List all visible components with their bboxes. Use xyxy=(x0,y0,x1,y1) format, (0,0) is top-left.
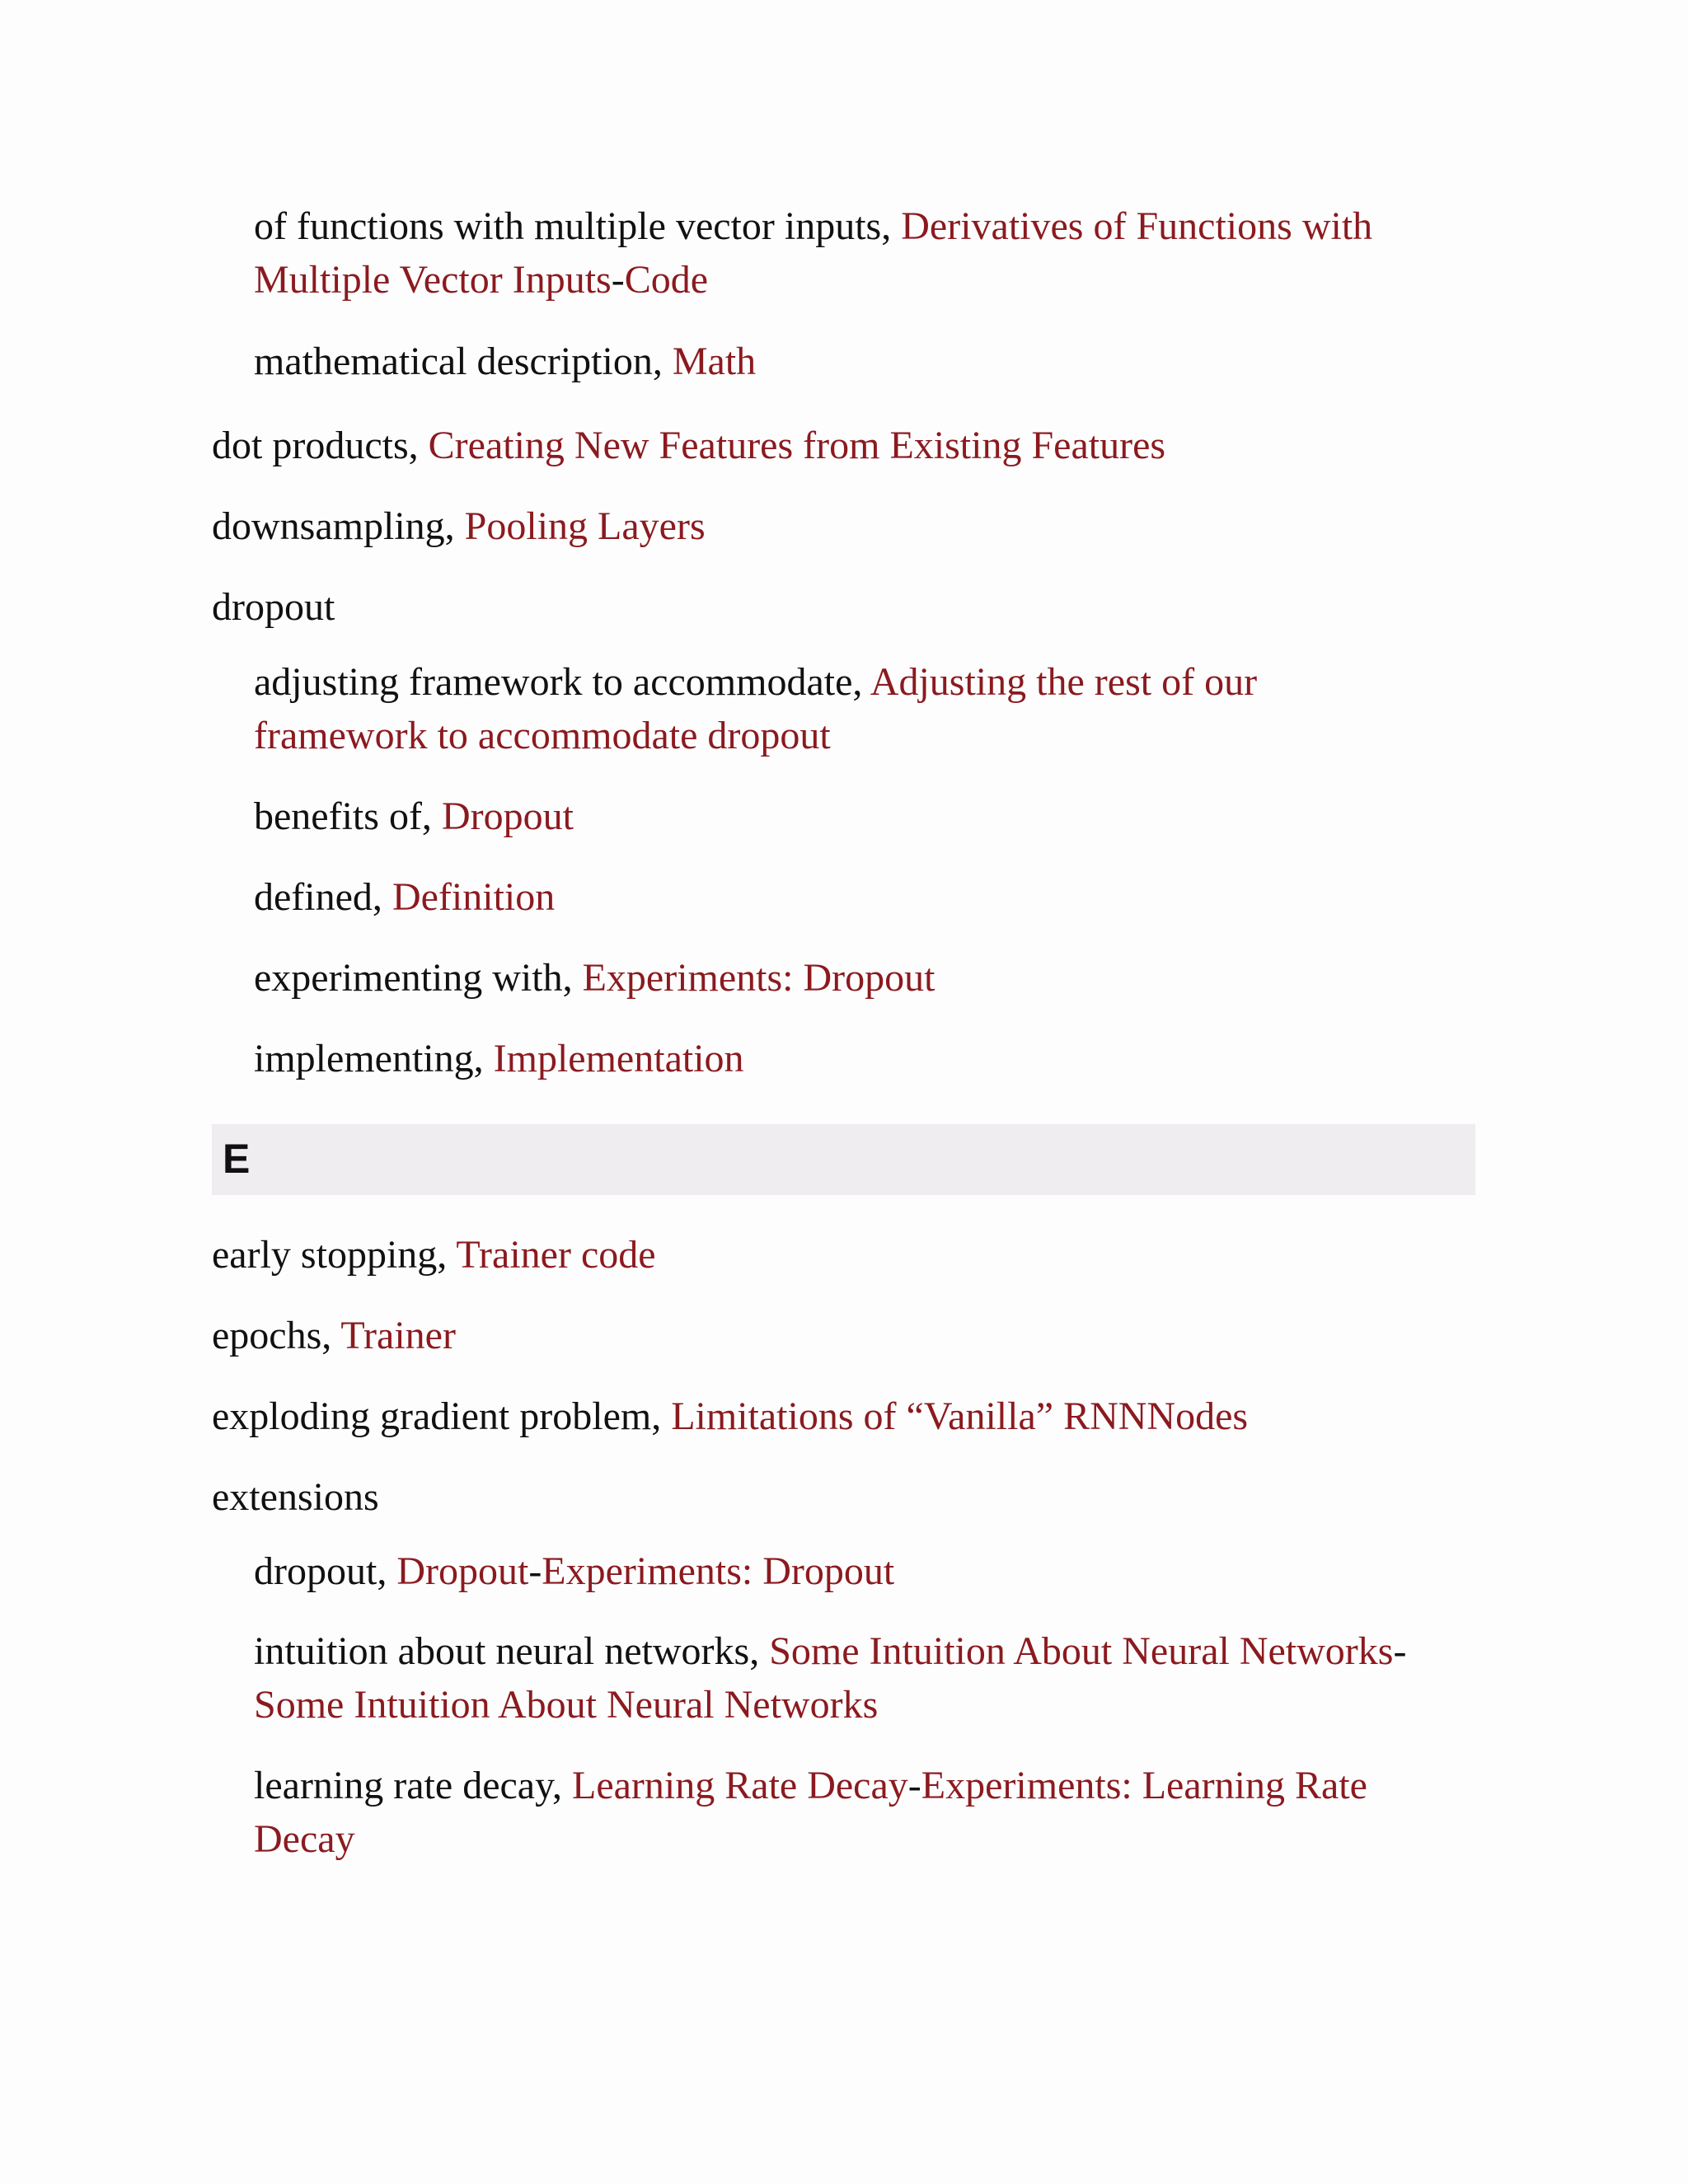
index-subentry xyxy=(254,1624,1406,1678)
index-subentry xyxy=(254,199,1372,253)
index-link[interactable]: Some Intuition About Neural Networks xyxy=(254,1683,879,1727)
index-term: intuition about neural networks, xyxy=(254,1629,770,1673)
index-entry xyxy=(212,1309,456,1362)
index-link[interactable]: Implementation xyxy=(493,1037,744,1080)
index-link[interactable]: Experiments: Dropout xyxy=(582,956,935,1000)
index-term: implementing, xyxy=(254,1037,494,1080)
index-term: of functions with multiple vector inputs, xyxy=(254,204,902,248)
section-header xyxy=(212,1124,1475,1195)
index-link[interactable]: Dropout xyxy=(441,794,574,838)
index-link[interactable]: Adjusting the rest of our xyxy=(870,660,1258,704)
index-link[interactable]: Derivatives of Functions with xyxy=(901,204,1373,248)
index-subentry xyxy=(254,790,574,843)
index-link[interactable]: Trainer code xyxy=(456,1233,656,1277)
index-entry xyxy=(212,580,335,634)
index-term: adjusting framework to accommodate, xyxy=(254,660,870,704)
index-entry xyxy=(212,419,1165,472)
index-link[interactable]: Math xyxy=(672,340,757,383)
index-term: defined, xyxy=(254,875,392,919)
index-subentry xyxy=(254,335,756,388)
index-link[interactable]: Dropout xyxy=(396,1549,529,1593)
section-letter: E xyxy=(223,1136,251,1182)
index-entry xyxy=(212,1390,1248,1443)
index-link[interactable]: Learning Rate Decay xyxy=(572,1764,908,1807)
index-subentry xyxy=(254,870,555,924)
index-link[interactable]: Definition xyxy=(392,875,556,919)
index-term: exploding gradient problem, xyxy=(212,1394,672,1438)
index-term: mathematical description, xyxy=(254,340,673,383)
index-entry xyxy=(212,1470,379,1524)
index-link[interactable]: Decay xyxy=(254,1817,355,1861)
index-link[interactable]: Creating New Features from Existing Features xyxy=(428,424,1166,467)
range-separator: - xyxy=(611,258,625,302)
index-term: dropout, xyxy=(254,1549,397,1593)
index-link[interactable]: framework to accommodate dropout xyxy=(254,714,831,757)
index-link[interactable]: Experiments: Dropout xyxy=(542,1549,895,1593)
index-entry xyxy=(212,1228,656,1282)
index-term: epochs, xyxy=(212,1314,341,1357)
index-link[interactable]: Pooling Layers xyxy=(464,504,706,548)
index-subentry-continuation xyxy=(254,253,708,307)
index-subentry xyxy=(254,655,1257,709)
index-link[interactable]: Some Intuition About Neural Networks xyxy=(769,1629,1394,1673)
index-term: extensions xyxy=(212,1475,379,1519)
range-separator: - xyxy=(1393,1629,1407,1673)
index-link[interactable]: Multiple Vector Inputs xyxy=(254,258,612,302)
index-link[interactable]: Code xyxy=(624,258,709,302)
index-term: downsampling, xyxy=(212,504,465,548)
index-term: early stopping, xyxy=(212,1233,457,1277)
index-entry xyxy=(212,499,706,553)
index-subentry xyxy=(254,1759,1367,1812)
index-term: experimenting with, xyxy=(254,956,583,1000)
index-subentry xyxy=(254,951,935,1005)
index-subentry-continuation xyxy=(254,709,831,762)
index-link[interactable]: Experiments: Learning Rate xyxy=(921,1764,1367,1807)
index-term: benefits of, xyxy=(254,794,442,838)
index-subentry xyxy=(254,1032,744,1085)
index-subentry-continuation xyxy=(254,1678,878,1732)
index-link[interactable]: Trainer xyxy=(340,1314,456,1357)
index-subentry-continuation xyxy=(254,1812,355,1866)
range-separator: - xyxy=(907,1764,921,1807)
index-term: dropout xyxy=(212,585,335,629)
index-term: dot products, xyxy=(212,424,429,467)
index-term: learning rate decay, xyxy=(254,1764,572,1807)
index-subentry xyxy=(254,1544,894,1598)
range-separator: - xyxy=(528,1549,542,1593)
index-link[interactable]: Limitations of “Vanilla” RNNNodes xyxy=(671,1394,1249,1438)
